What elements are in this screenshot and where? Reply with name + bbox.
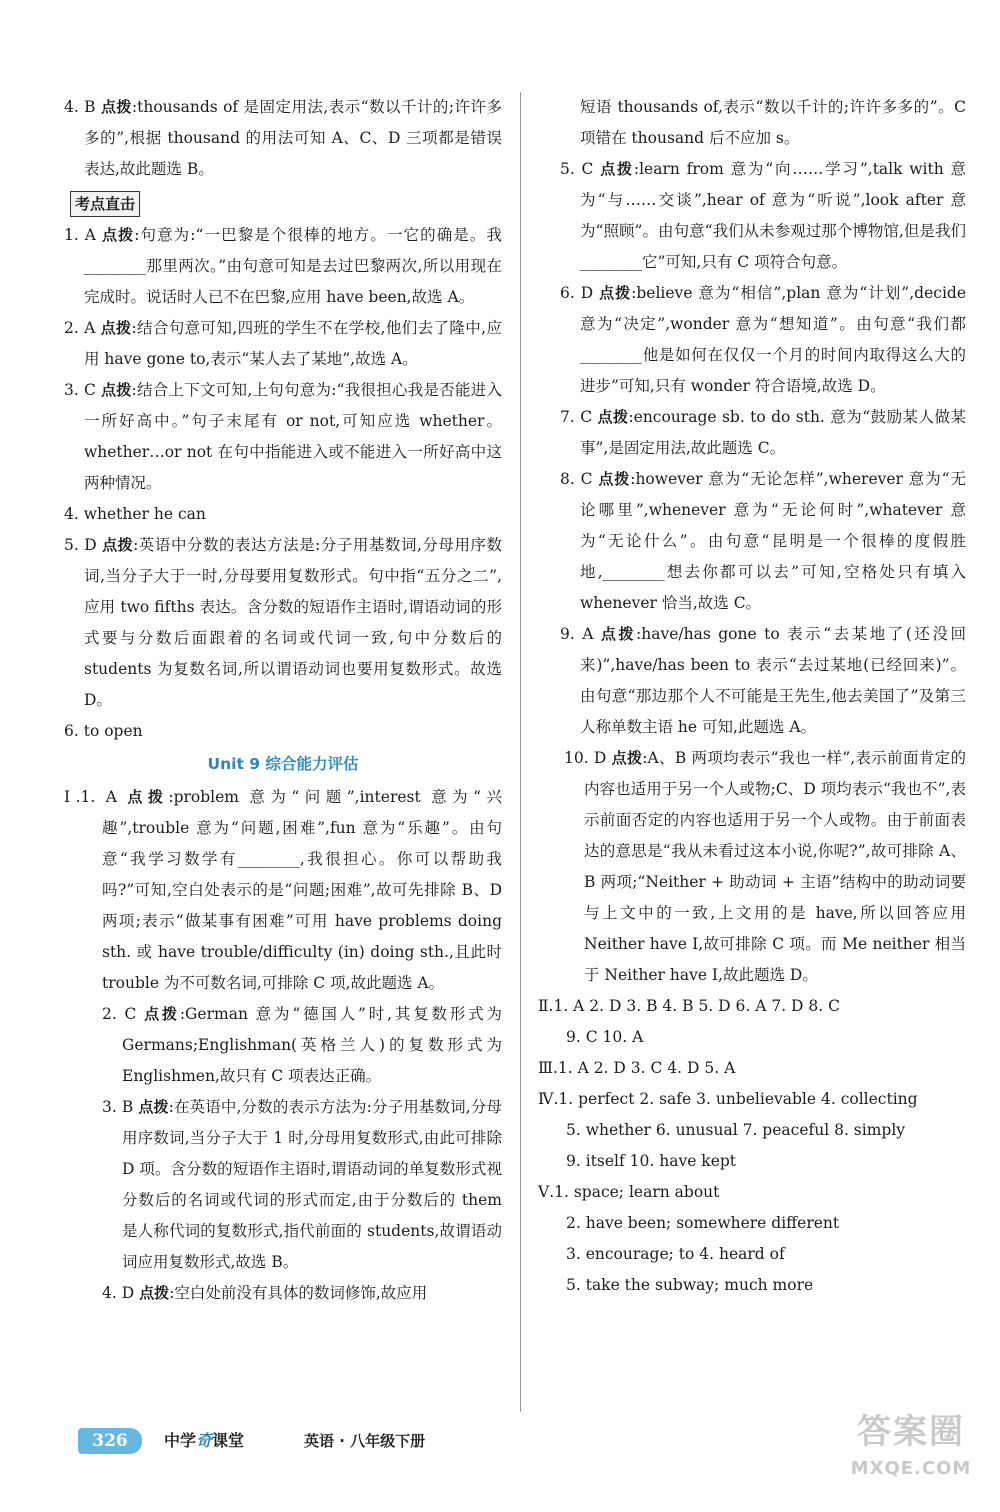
watermark-logo: 答案圈 MXQE.COM	[850, 1412, 972, 1479]
answer-item: 2. C 点拨:German 意为“德国人”时,其复数形式为 Germans;Englishman(英格兰人)的复数形式为 Englishmen,故只有 C 项表达正确。	[102, 1005, 502, 1085]
page-number: 326	[78, 1428, 142, 1454]
answer-item: 5. C 点拨:learn from 意为“向……学习”,talk with 意为“与……交谈”,hear of 意为“听说”,look after 意为“照顾”。由句意“我们从未参观过那个博物馆,但是我们________它”可知,只有 C 项符合句意。	[560, 160, 966, 271]
unit-title: Unit 9 综合能力评估	[207, 755, 359, 773]
answer-section-5: Ⅴ.1. space; learn about 2. have been; somewhere different 3. encourage; to 4. heard of 5. take the subway; much more	[538, 1183, 840, 1294]
book-subject: 英语 · 八年级下册	[304, 1432, 426, 1450]
answer-item: 3. C 点拨:结合上下文可知,上句句意为:“我很担心我是否能进入一所好高中。”句子末尾有 or not,可知应选 whether。whether…or not 在句中指能进入或不能进入一所好高中这两种情况。	[64, 381, 502, 492]
section-roman: Ⅱ.	[538, 997, 554, 1015]
answer-item: 4. B 点拨:thousands of 是固定用法,表示“数以千计的;许许多多的”,根据 thousand 的用法可知 A、C、D 三项都是错误表达,故此题选 B。	[64, 98, 502, 178]
left-column	[64, 92, 502, 1309]
answer-item: 4. D 点拨:空白处前没有具体的数词修饰,故应用	[102, 1284, 428, 1302]
answer-continuation: 短语 thousands of,表示“数以千计的;许许多多的”。C 项错在 thousand 后不应加 s。	[580, 98, 966, 147]
section-label-kaodian: 考点直击	[70, 191, 140, 217]
answer-item: Ⅰ.1. A 点拨:problem 意为“问题”,interest 意为“兴趣”,trouble 意为“问题,困难”,fun 意为“乐趣”。由句意“我学习数学有________,我很担心。你可以帮助我吗?”可知,空白处表示的是“问题;困难”,故可先排除 B、D 两项;表示“做某事有困难”可用 have problems doing sth. 或 have trouble/difficulty (in) doing sth.,且此时 trouble 为不可数名词,可排除 C 项,故此题选 A。	[64, 788, 502, 992]
answer-item: 9. A 点拨:have/has gone to 表示“去某地了(还没回来)”,have/has been to 表示“去过某地(已经回来)”。由句意“那边那个人不可能是王先生,他去美国了”及第三人称单数主语 he 可知,此题选 A。	[560, 625, 966, 736]
answer-item: 6. D 点拨:believe 意为“相信”,plan 意为“计划”,decide 意为“决定”,wonder 意为“想知道”。由句意“我们都________他是如何在仅仅一个月的时间内取得这么大的进步”可知,只有 wonder 符合语境,故选 D。	[560, 284, 966, 395]
answer-section-2: Ⅱ.1. A 2. D 3. B 4. B 5. D 6. A 7. D 8. C 9. C 10. A	[538, 997, 840, 1046]
section-roman: Ⅴ.	[538, 1183, 555, 1201]
answer-item: 2. A 点拨:结合句意可知,四班的学生不在学校,他们去了隆中,应用 have gone to,表示“某人去了某地”,故选 A。	[64, 319, 502, 368]
answer-section-4: Ⅳ.1. perfect 2. safe 3. unbelievable 4. collecting 5. whether 6. unusual 7. peaceful 8. simply 9. itself 10. have kept	[538, 1090, 918, 1170]
answer-item: 10. D 点拨:A、B 两项均表示“我也一样”,表示前面肯定的内容也适用于另一个人或物;C、D 项均表示“我也不”,表示前面否定的内容也适用于另一个人或物。由于前面表达的意思是“我从未看过这本小说,你呢?”,故可排除 A、B 两项;“Neither + 助动词 + 主语”结构中的助动词要与上文中的一致,上文用的是 have,所以回答应用 Neither have I,故可排除 C 项。而 Me neither 相当于 Neither have I,故此题选 D。	[564, 749, 966, 984]
answer-item: 1. A 点拨:句意为:“一巴黎是个很棒的地方。一它的确是。我________那里两次。”由句意可知是去过巴黎两次,所以用现在完成时。说话时人已不在巴黎,应用 have been,故选 A。	[64, 226, 502, 306]
section-roman: Ⅳ.	[538, 1090, 559, 1108]
right-column	[538, 92, 966, 1301]
book-title: 中学奇课堂	[164, 1431, 245, 1450]
section-roman: Ⅲ.	[538, 1059, 558, 1077]
answer-item: 3. B 点拨:在英语中,分数的表示方法为:分子用基数词,分母用序数词,当分子大于 1 时,分母用复数形式,由此可排除 D 项。含分数的短语作主语时,谓语动词的单复数形式视分数后的名词或代词的形式而定,由于分数后的 them 是人称代词的复数形式,指代前面的 students,故谓语动词应用复数形式,故选 B。	[102, 1098, 502, 1271]
answer-item: 7. C 点拨:encourage sb. to do sth. 意为“鼓励某人做某事”,是固定用法,故此题选 C。	[560, 408, 966, 457]
page-footer	[72, 1424, 512, 1460]
answer-item: 8. C 点拨:however 意为“无论怎样”,wherever 意为“无论哪里”,whenever 意为“无论何时”,whatever 意为“无论什么”。由句意“昆明是一个很棒的度假胜地,________想去你都可以去”可知,空格处只有填入 whenever 恰当,故选 C。	[560, 470, 966, 612]
answer-item: 6. to open	[64, 722, 143, 740]
column-divider	[520, 92, 521, 1412]
answer-item: 5. D 点拨:英语中分数的表达方法是:分子用基数词,分母用序数词,当分子大于一时,分母要用复数形式。句中指“五分之二”,应用 two fifths 表达。含分数的短语作主语时,谓语动词的形式要与分数后面跟着的名词或代词一致,句中分数后的 students 为复数名词,所以谓语动词也要用复数形式。故选 D。	[64, 536, 502, 709]
answer-item: 4. whether he can	[64, 505, 206, 523]
answer-section-3: Ⅲ.1. A 2. D 3. C 4. D 5. A	[538, 1059, 736, 1077]
section-roman: Ⅰ.	[64, 788, 81, 806]
